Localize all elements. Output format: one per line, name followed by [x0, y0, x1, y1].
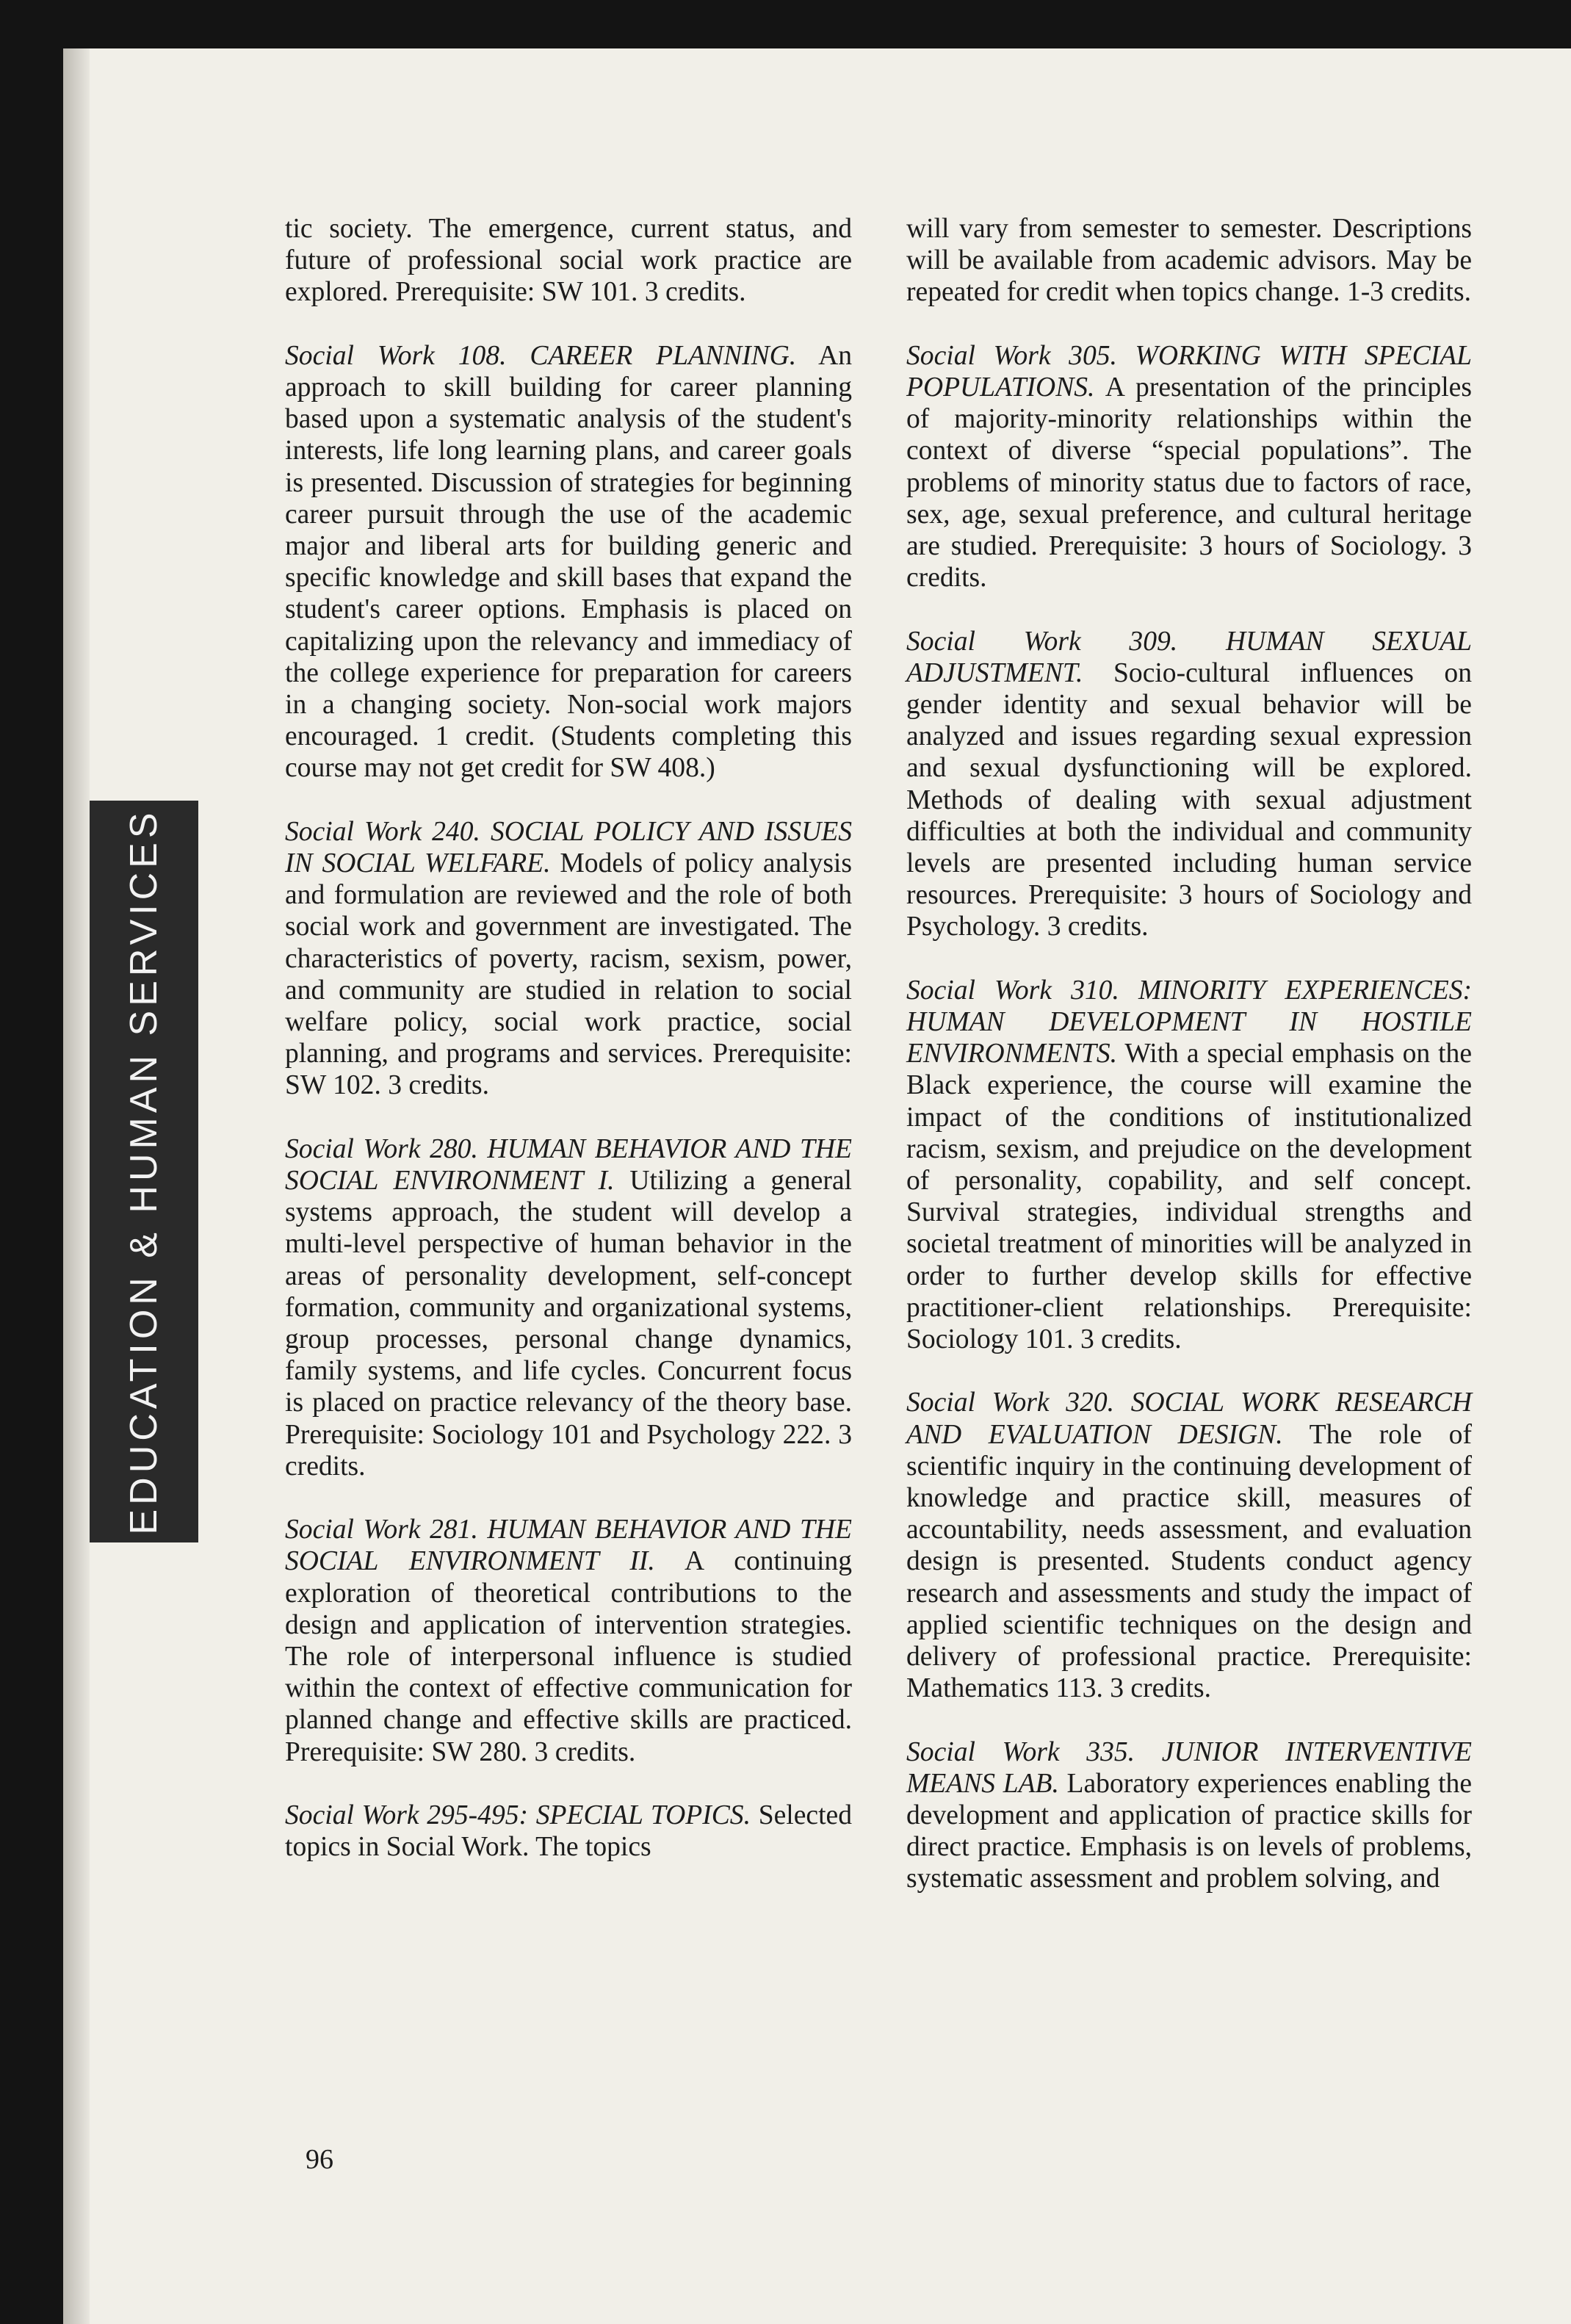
course-description: With a special emphasis on the Black experience, the course will examine the impact of the conditions of institutionalized racism, sexism, and prejudice on the development of personality, copability, and self concept. Survival strategies, individual strengths and societal treatment of minorities will be analyzed in order to further develop skills for effective practitioner-client relationships. Prerequisite: Sociology 101. 3 credits. — [906, 1039, 1472, 1355]
course-entry — [906, 340, 1472, 594]
course-description: Models of policy analysis and formulation are reviewed and the role of both social work and government are investigated. The characteristics of poverty, racism, sexism, power, and community are studied in relation to social welfare policy, social work practice, social planning, and programs and services. Prerequisite: SW 102. 3 credits. — [285, 848, 853, 1101]
section-tab-label: EDUCATION & HUMAN SERVICES — [123, 808, 165, 1535]
course-description: will vary from semester to semester. Descriptions will be available from academic advisors. May be repeated for credit when topics change. 1-3 credits. — [906, 214, 1472, 308]
course-heading: Social Work 309. HUMAN SEXUAL ADJUSTMENT. — [906, 626, 1472, 688]
course-entry-continued — [285, 213, 852, 308]
course-entry — [285, 340, 852, 784]
course-heading: Social Work 240. SOCIAL POLICY AND ISSUES IN SOCIAL WELFARE. — [285, 816, 852, 879]
course-heading: Social Work 108. CAREER PLANNING. — [285, 340, 797, 371]
course-description: Selected topics in Social Work. The topics — [285, 1800, 852, 1863]
course-description: tic society. The emergence, current status, and future of professional social work practice are explored. Prerequisite: SW 101. 3 credits. — [285, 214, 852, 308]
course-description: An approach to skill building for career planning based upon a systematic analysis of the student's interests, life long learning plans, and career goals is presented. Discussion of strategies for beginning career pursuit through the use of the academic major and liberal arts for building generic and specific knowledge and skill bases that expand the student's career options. Emphasis is placed on capitalizing upon the relevancy and immediacy of the college experience for preparation for careers in a changing society. Non-social work majors encouraged. 1 credit. (Students completing this course may not get credit for SW 408.) — [285, 340, 853, 784]
course-heading: Social Work 310. MINORITY EXPERIENCES: HUMAN DEVELOPMENT IN HOSTILE ENVIRONMENTS. — [906, 975, 1472, 1069]
left-column — [285, 213, 852, 1863]
course-entry — [906, 1736, 1472, 1895]
page-number: 96 — [306, 2144, 333, 2175]
course-entry — [906, 626, 1472, 943]
course-description: Laboratory experiences enabling the development and application of practice skills for direct practice. Emphasis is on levels of problems, systematic assessment and problem solving, and — [906, 1768, 1473, 1894]
right-column — [906, 213, 1472, 1895]
course-description: A presentation of the principles of majority-minority relationships within the context of diverse “special populations”. The problems of minority status due to factors of race, sex, age, sexual preference, and cultural heritage are studied. Prerequisite: 3 hours of Sociology. 3 credits. — [906, 372, 1472, 593]
course-heading: Social Work 335. JUNIOR INTERVENTIVE MEANS LAB. — [906, 1736, 1472, 1799]
course-description: A continuing exploration of theoretical contributions to the design and application of intervention strategies. The role of interpersonal influence is studied within the context of effective communication for planned change and effective skills are practiced. Prerequisite: SW 280. 3 credits. — [285, 1546, 852, 1767]
course-description: The role of scientific inquiry in the continuing development of knowledge and practice skill, measures of accountability, needs assessment, and evaluation design is presented. Students conduct agency research and assessments and study the impact of applied scientific techniques on the design and delivery of professional practice. Prerequisite: Mathematics 113. 3 credits. — [906, 1419, 1472, 1704]
course-entry — [285, 1133, 852, 1482]
course-heading: Social Work 320. SOCIAL WORK RESEARCH AND EVALUATION DESIGN. — [906, 1387, 1472, 1450]
course-entry — [285, 816, 852, 1102]
course-entry — [285, 1800, 852, 1863]
page-edge — [63, 48, 90, 2324]
course-heading: Social Work 280. HUMAN BEHAVIOR AND THE SOCIAL ENVIRONMENT I. — [285, 1133, 852, 1197]
course-description: Socio-cultural influences on gender identity and sexual behavior will be analyzed and issues regarding sexual expression and sexual dysfunctioning will be explored. Methods of dealing with sexual adjustment difficulties at both the individual and community levels are presented including human service resources. Prerequisite: 3 hours of Sociology and Psychology. 3 credits. — [906, 657, 1472, 942]
course-entry — [906, 1387, 1472, 1704]
course-entry — [285, 1514, 852, 1768]
course-heading: Social Work 295-495: SPECIAL TOPICS. — [285, 1800, 751, 1831]
course-heading: Social Work 281. HUMAN BEHAVIOR AND THE SOCIAL ENVIRONMENT II. — [285, 1515, 852, 1577]
course-entry-continued — [906, 213, 1472, 308]
course-heading: Social Work 305. WORKING WITH SPECIAL POPULATIONS. — [906, 340, 1472, 403]
course-description: Utilizing a general systems approach, the student will develop a multi-level perspective of human behavior in the areas of personality development, self-concept formation, community and organizational systems, group processes, personal change dynamics, family systems, and life cycles. Concurrent focus is placed on practice relevancy of the theory base. Prerequisite: Sociology 101 and Psychology 222. 3 credits. — [285, 1166, 852, 1482]
course-entry — [906, 975, 1472, 1355]
